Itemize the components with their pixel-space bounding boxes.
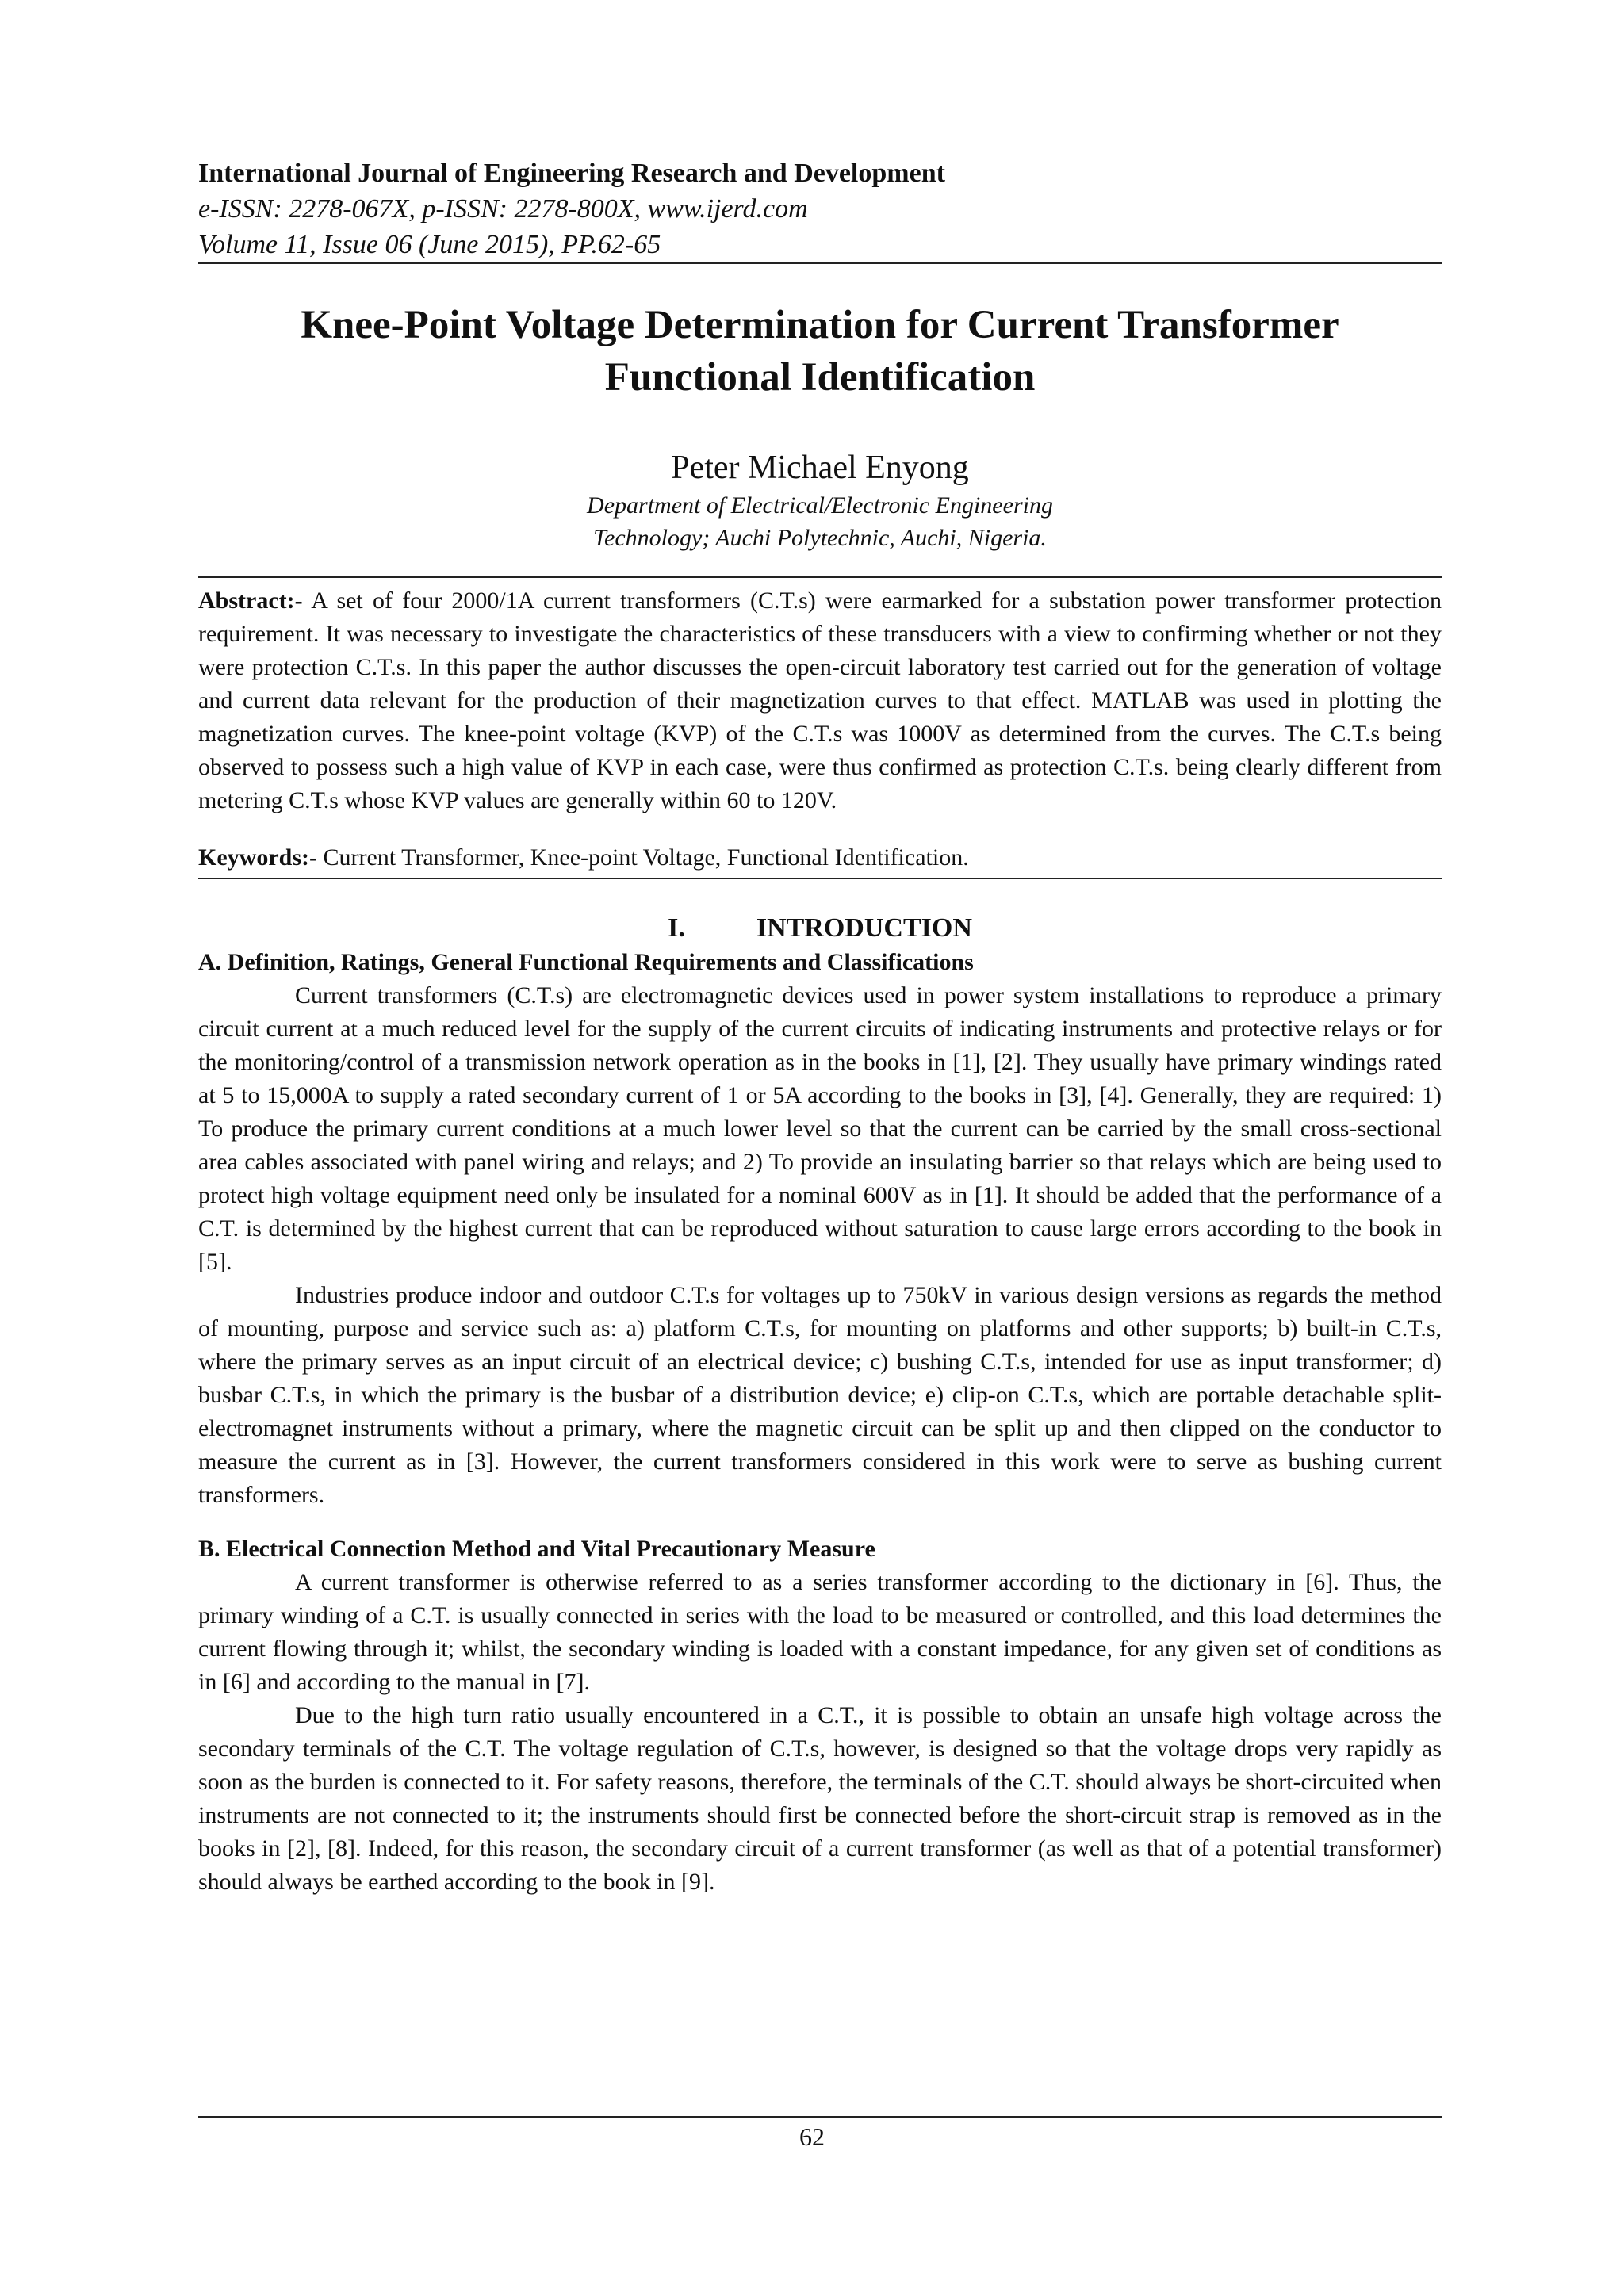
keywords-bottom-divider: [198, 878, 1442, 879]
abstract-top-divider: [198, 576, 1442, 578]
subsection-a-paragraph-2: Industries produce indoor and outdoor C.T.s for voltages up to 750kV in various design versions as regards the method of mounting, purpose and service such as: a) platform C.T.s, for mounting on platforms and other supports; b) built-in C.T.s, where the primary serves as an input circuit of an electrical device; c) bushing C.T.s, intended for use as input transformer; d) busbar C.T.s, in which the primary is the busbar of a distribution device; e) clip-on C.T.s, which are portable detachable split-electromagnet instruments without a primary, where the magnetic circuit can be split up and then clipped on the conductor to measure the current as in [3]. However, the current transformers considered in this work were to serve as bushing current transformers.: [198, 1282, 1442, 1508]
journal-header: [198, 155, 1442, 262]
paper-title-line1: Knee-Point Voltage Determination for Current Transformer: [301, 303, 1339, 347]
subsection-a-heading: A. Definition, Ratings, General Functional Requirements and Classifications: [198, 949, 974, 975]
paper-title: [230, 299, 1410, 404]
section-number: I.: [668, 913, 685, 943]
journal-name: International Journal of Engineering Research and Development: [198, 159, 945, 188]
keywords-text: Current Transformer, Knee-point Voltage, Functional Identification.: [316, 844, 969, 871]
section-heading-introduction: [198, 911, 1442, 946]
journal-issn: e-ISSN: 2278-067X, p-ISSN: 2278-800X, www.ijerd.com: [198, 194, 808, 224]
paper-page: [198, 155, 1442, 1899]
abstract: [198, 584, 1442, 817]
abstract-text: A set of four 2000/1A current transformers (C.T.s) were earmarked for a substation power transformer protection requirement. It was necessary to investigate the characteristics of these transducers with a view to confirming whether or not they were protection C.T.s. In this paper the author discusses the open-circuit laboratory test carried out for the generation of voltage and current data relevant for the production of their magnetization curves to that effect. MATLAB was used in plotting the magnetization curves. The knee-point voltage (KVP) of the C.T.s was 1000V as determined from the curves. The C.T.s being observed to possess such a high value of KVP in each case, were thus confirmed as protection C.T.s. being clearly different from metering C.T.s whose KVP values are generally within 60 to 120V.: [198, 587, 1442, 813]
subsection-a-paragraph-1: Current transformers (C.T.s) are electromagnetic devices used in power system installations to reproduce a primary circuit current at a much reduced level for the supply of the current circuits of indicating instruments and protective relays or for the monitoring/control of a transmission network operation as in the books in [1], [2]. They usually have primary windings rated at 5 to 15,000A to supply a rated secondary current of 1 or 5A according to the books in [3], [4]. Generally, they are required: 1) To produce the primary current conditions at a much lower level so that the current can be carried by the small cross-sectional area cables associated with panel wiring and relays; and 2) To provide an insulating barrier so that relays which are being used to protect high voltage equipment need only be insulated for a nominal 600V as in [1]. It should be added that the performance of a C.T. is determined by the highest current that can be reproduced without saturation to cause large errors according to the book in [5].: [198, 982, 1442, 1275]
paper-title-line2: Functional Identification: [604, 355, 1036, 400]
affiliation-line2: Technology; Auchi Polytechnic, Auchi, Nigeria.: [593, 525, 1047, 551]
keywords-label: Keywords:-: [198, 844, 317, 871]
keywords: [198, 841, 1442, 874]
section-title: INTRODUCTION: [756, 913, 972, 943]
page-number: 62: [799, 2122, 825, 2151]
header-divider: [198, 262, 1442, 264]
subsection-b-paragraph-1: A current transformer is otherwise referred to as a series transformer according to the dictionary in [6]. Thus, the primary winding of a C.T. is usually connected in series with the load to be measured or controlled, and this load determines the current flowing through it; whilst, the secondary winding is loaded with a constant impedance, for any given set of conditions as in [6] and according to the manual in [7].: [198, 1569, 1442, 1695]
journal-volume: Volume 11, Issue 06 (June 2015), PP.62-65: [198, 230, 661, 259]
subsection-b-paragraph-2: Due to the high turn ratio usually encountered in a C.T., it is possible to obtain an unsafe high voltage across the secondary terminals of the C.T. The voltage regulation of C.T.s, however, is designed so that the voltage drops very rapidly as soon as the burden is connected to it. For safety reasons, therefore, the terminals of the C.T. should always be short-circuited when instruments are not connected to it; the instruments should first be connected before the short-circuit strap is removed as in the books in [2], [8]. Indeed, for this reason, the secondary circuit of a current transformer (as well as that of a potential transformer) should always be earthed according to the book in [9].: [198, 1702, 1442, 1895]
affiliation-line1: Department of Electrical/Electronic Engineering: [587, 492, 1053, 519]
abstract-label: Abstract:-: [198, 587, 303, 614]
subsection-b-heading: B. Electrical Connection Method and Vital Precautionary Measure: [198, 1536, 875, 1562]
author-name: Peter Michael Enyong: [671, 450, 969, 486]
footer-divider: [198, 2116, 1442, 2118]
